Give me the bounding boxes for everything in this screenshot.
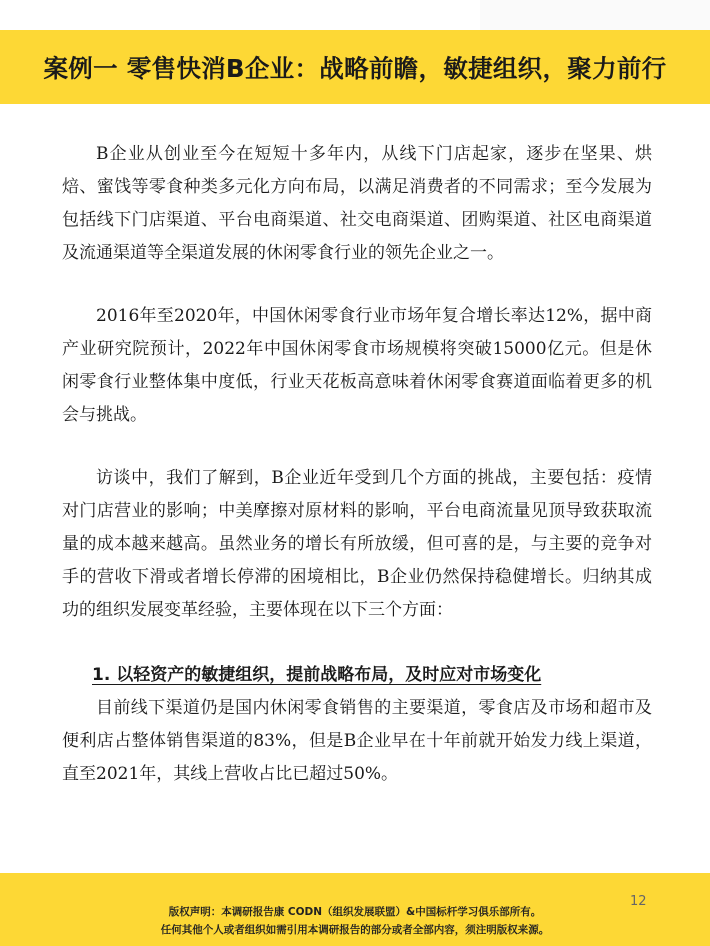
paragraph-company-intro: B企业从创业至今在短短十多年内，从线下门店起家，逐步在坚果、烘焙、蜜饯等零食种类多元化方向布局，以满足消费者的不同需求；至今发展为包括线下门店渠道、平台电商渠道、社交电商渠道、团购渠道、社区电商渠道及流通渠道等全渠道发展的休闲零食行业的领先企业之一。 xyxy=(62,144,652,263)
header-banner xyxy=(0,30,710,104)
copyright-line-1: 版权声明：本调研报告康 CODN（组织发展联盟）&中国标杆学习俱乐部所有。 xyxy=(168,906,542,918)
paragraph-market-data: 2016年至2020年，中国休闲零食行业市场年复合增长率达12%，据中商产业研究院预计，2022年中国休闲零食市场规模将突破15000亿元。但是休闲零食行业整体集中度低，行业天花板高意味着休闲零食赛道面临着更多的机会与挑战。 xyxy=(62,306,652,425)
page-title: 案例一 零售快消B企业：战略前瞻，敏捷组织，聚力前行 xyxy=(43,53,667,83)
copyright-notice xyxy=(0,903,710,939)
article-body xyxy=(62,138,652,791)
paragraph-section-1: 目前线下渠道仍是国内休闲零食销售的主要渠道，零食店及市场和超市及便利店占整体销售渠道的83%，但是B企业早在十年前就开始发力线上渠道，直至2021年，其线上营收占比已超过50%。 xyxy=(62,698,652,784)
copyright-line-2: 任何其他个人或者组织如需引用本调研报告的部分或者全部内容，须注明版权来源。 xyxy=(160,924,550,936)
page-number: 12 xyxy=(630,894,647,909)
section-heading-1: 1. 以轻资产的敏捷组织，提前战略布局，及时应对市场变化 xyxy=(92,665,542,685)
top-corner-shade xyxy=(480,0,710,30)
paragraph-challenges: 访谈中，我们了解到，B企业近年受到几个方面的挑战，主要包括：疫情对门店营业的影响；中美摩擦对原材料的影响，平台电商流量见顶导致获取流量的成本越来越高。虽然业务的增长有所放缓，但可喜的是，与主要的竞争对手的营收下滑或者增长停滞的困境相比，B企业仍然保持稳健增长。归纳其成功的组织发展变革经验，主要体现在以下三个方面： xyxy=(62,468,652,620)
